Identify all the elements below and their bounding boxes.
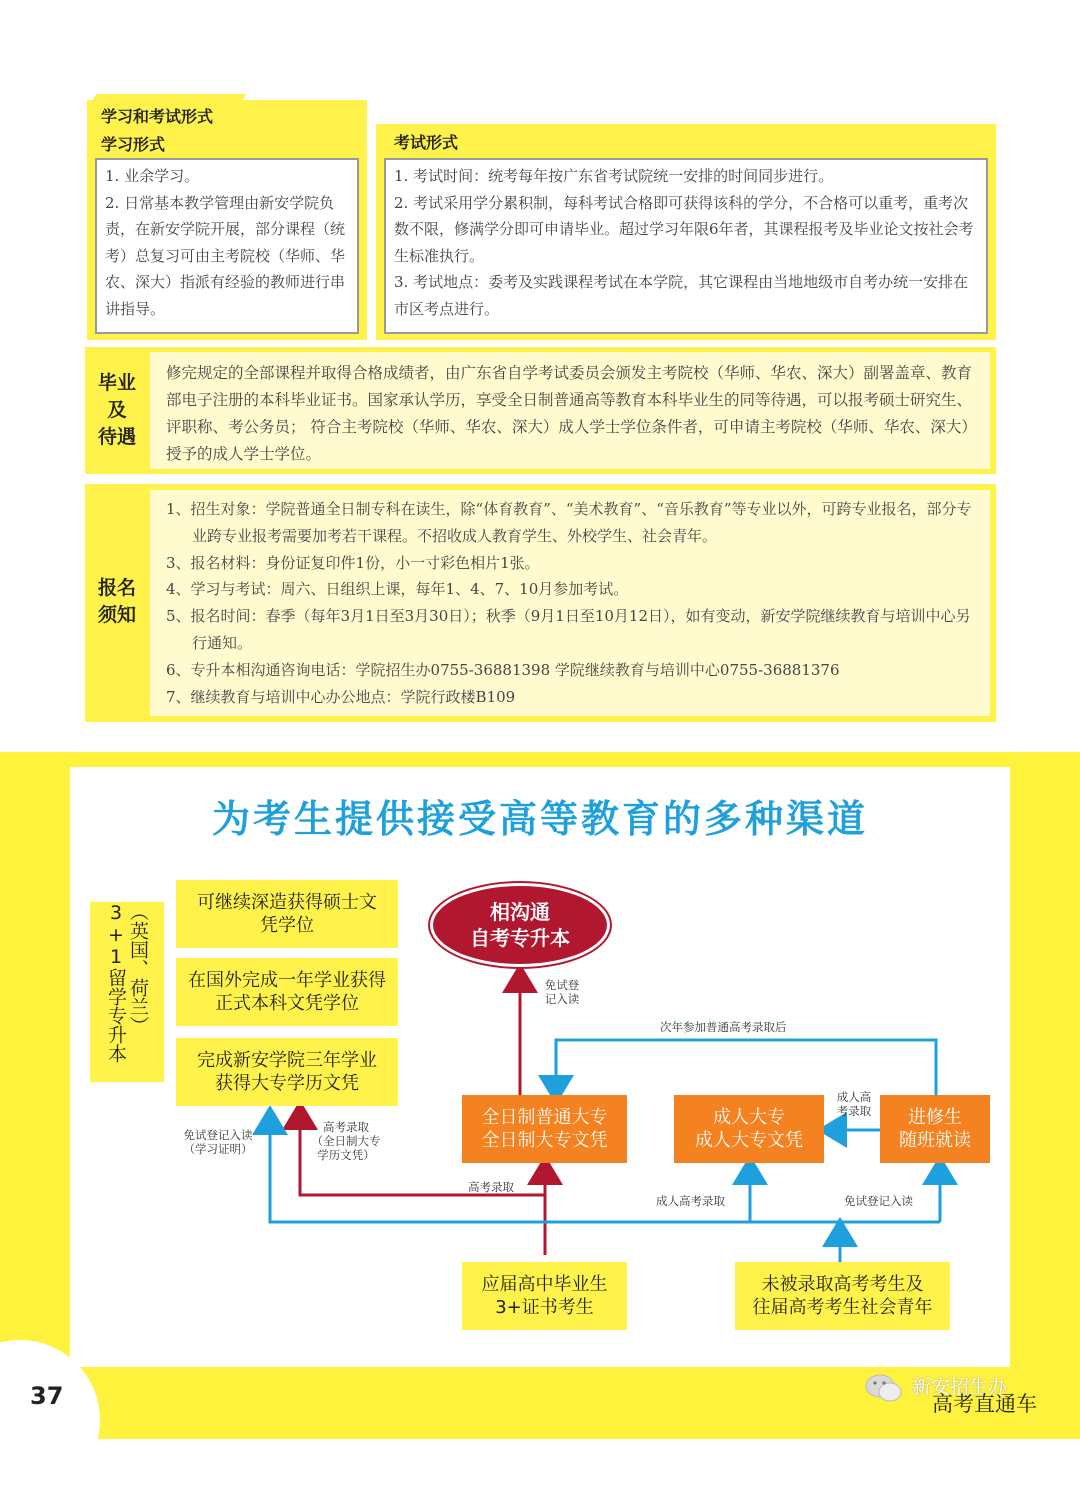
box-adult: 成人大专 成人大专文凭 — [674, 1095, 824, 1163]
registration-item: 4、学习与考试：周六、日组织上课，每年1、4、7、10月参加考试。 — [166, 580, 629, 599]
note-free-bottom: 免试登记入读 — [844, 1194, 913, 1208]
exam-form-title: 考试形式 — [394, 133, 459, 152]
graduation-label: 毕业 及 待遇 — [97, 372, 136, 448]
note-adult-exam: 成人高考录取 — [836, 1090, 872, 1118]
page-number: 37 — [30, 1382, 64, 1410]
note-gaokao-bottom: 高考录取 — [468, 1180, 514, 1194]
registration-item: 1、招生对象：学院普通全日制专科在读生，除“体育教育”、“美术教育”、“音乐教育”等专业以外，可跨专业报名，部分专业跨专业报考需要加考若干课程。不招收成人教育学生、外校学生、社会青年。 — [166, 500, 972, 545]
registration-label: 报名 须知 — [97, 577, 136, 626]
note-next-year: 次年参加普通高考录取后 — [660, 1020, 787, 1034]
note-gaokao: 高考录取 （全日制大专学历文凭） — [311, 1120, 381, 1162]
exam-item: 1. 考试时间：统考每年按广东省考试院统一安排的时间同步进行。 — [394, 167, 834, 185]
note-free-reg: 免试登记入读 — [544, 978, 580, 1006]
box-xinan: 完成新安学院三年学业获得大专学历文凭 — [176, 1038, 398, 1106]
registration-item: 6、专升本相沟通咨询电话：学院招生办0755-36881398 学院继续教育与培训中心0755-36881376 — [166, 660, 840, 679]
chart-title: 为考生提供接受高等教育的多种渠道 — [211, 797, 868, 841]
box-master: 可继续深造获得硕士文凭学位 — [176, 880, 398, 948]
study-form-title: 学习形式 — [101, 135, 166, 154]
exam-item: 2. 考试采用学分累积制，每科考试合格即可获得该科的学分，不合格可以重考，重考次数不限，修满学分即可申请毕业。超过学习年限6年者，其课程报考及毕业论文按社会考生标准执行。 — [394, 193, 974, 265]
watermark-line-2: 高考直通车 — [932, 1392, 1037, 1416]
study-item: 2. 日常基本教学管理由新安学院负责，在新安学院开展，部分课程（统考）总复习可由主考院校（华师、华农、深大）指派有经验的教师进行串讲指导。 — [105, 193, 346, 318]
study-item: 1. 业余学习。 — [105, 167, 200, 185]
arrow-next-year — [556, 1040, 936, 1095]
note-left-free: 免试登记入读 （学习证明） — [183, 1128, 253, 1156]
watermark-line-1: 新安招生办 — [912, 1376, 1008, 1398]
wechat-icon — [864, 1372, 904, 1404]
box-fulltime: 全日制普通大专 全日制大专文凭 — [462, 1095, 627, 1163]
registration-item: 5、报名时间：春季（每年3月1日至3月30日）；秋季（9月1日至10月12日），如有变动，新安学院继续教育与培训中心另行通知。 — [166, 607, 971, 652]
box-abroad: 在国外完成一年学业获得正式本科文凭学位 — [176, 958, 398, 1026]
box-highschool: 应届高中毕业生 3+证书考生 — [462, 1262, 627, 1330]
ellipse-zhuanshengben: 相沟通 自考专升本 — [430, 883, 610, 967]
box-advanced: 进修生 随班就读 — [880, 1095, 990, 1163]
box-notadmitted: 未被录取高考考生及 往届高考考生社会青年 — [735, 1262, 950, 1330]
registration-item: 7、继续教育与培训中心办公地点：学院行政楼B109 — [166, 687, 516, 706]
registration-item: 3、报名材料：身份证复印件1份，小一寸彩色相片1张。 — [166, 553, 540, 572]
vertical-label-box: （英国、荷兰）3+1留学专升本 — [90, 902, 164, 1082]
study-exam-header: 学习和考试形式 — [101, 107, 214, 126]
note-adult-bottom: 成人高考录取 — [656, 1194, 725, 1208]
exam-item: 3. 考试地点：委考及实践课程考试在本学院，其它课程由当地地级市自考办统一安排在市区考点进行。 — [394, 273, 969, 318]
graduation-text: 修完规定的全部课程并取得合格成绩者，由广东省自学考试委员会颁发主考院校（华师、华农、深大）副署盖章、教育部电子注册的本科毕业证书。国家承认学历，享受全日制普通高等教育本科毕业生的同等待遇，可以报考硕士研究生、评职称、考公务员； 符合主考院校（华师、华农、深大）成人学士学位条件者，可申请主考院校（华师、华农、深大）授予的成人学士学位。 — [166, 364, 973, 463]
